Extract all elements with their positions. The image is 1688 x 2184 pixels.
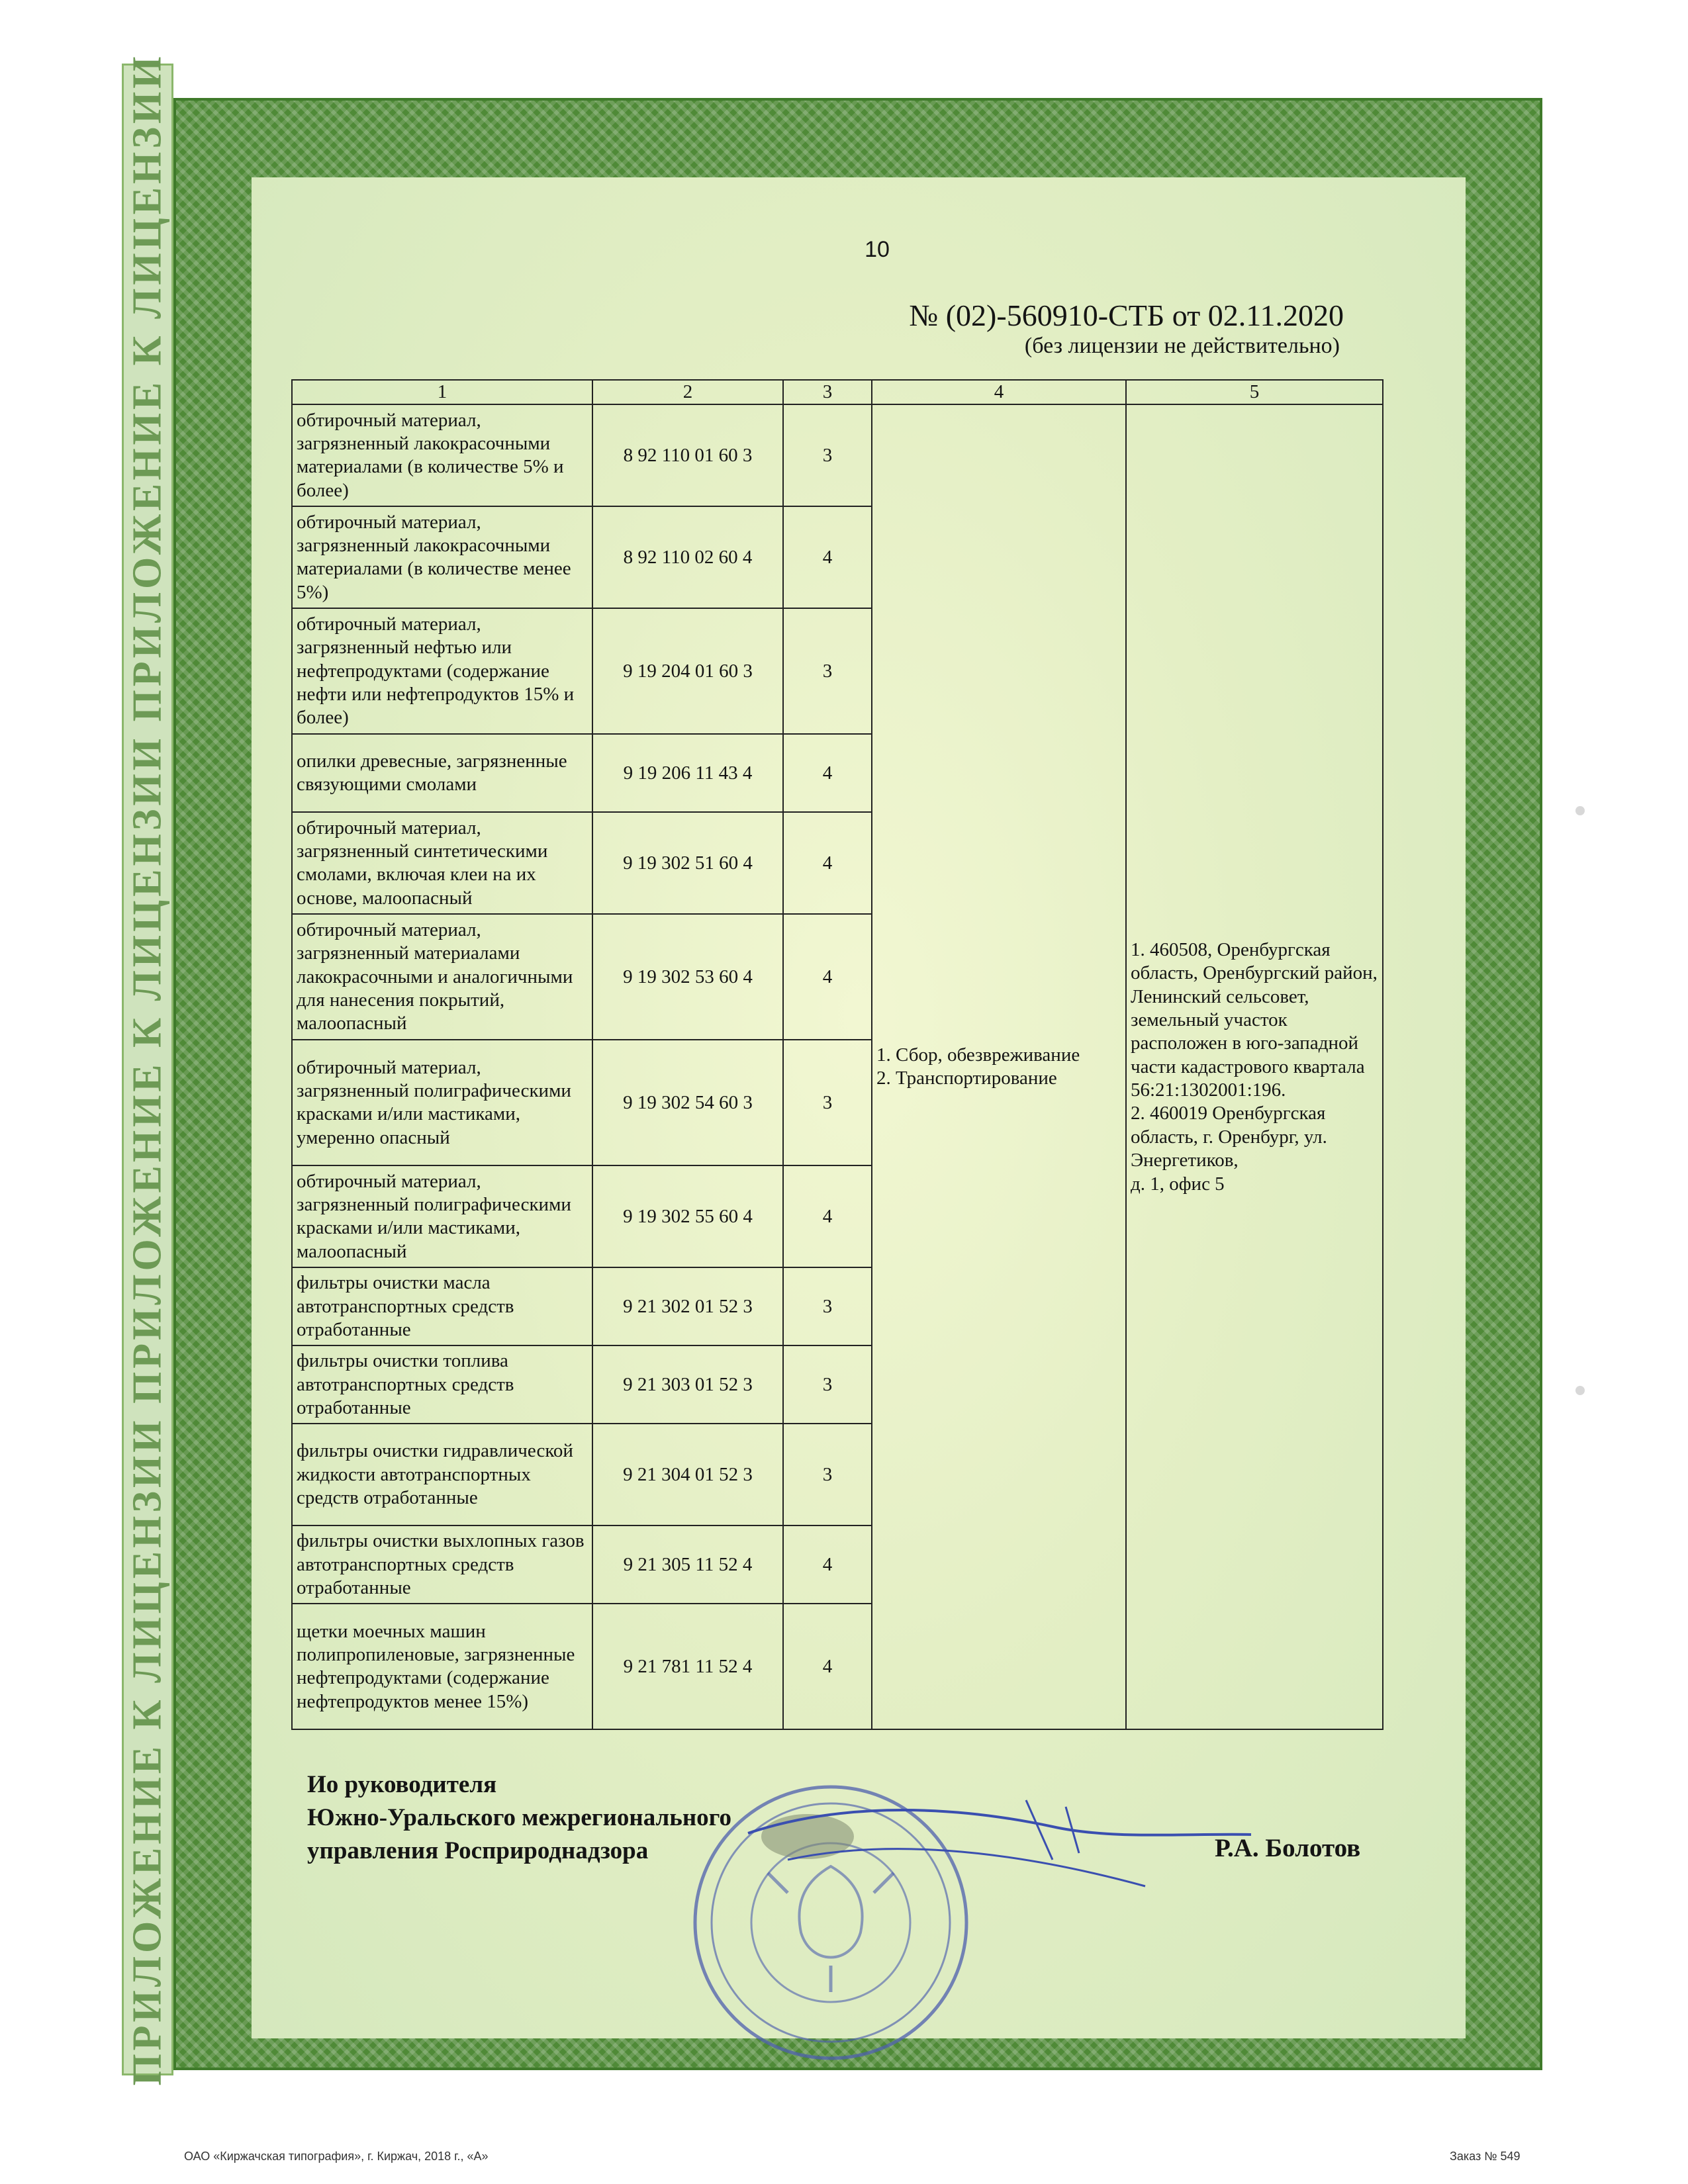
waste-code: 9 19 302 51 60 4 [592, 812, 783, 914]
waste-name: обтирочный материал, загрязненный нефтью или нефтепродуктами (содержание нефти или нефтепродуктов 15% и более) [292, 608, 592, 734]
waste-code: 9 19 206 11 43 4 [592, 734, 783, 812]
license-note: (без лицензии не действительно) [1024, 334, 1340, 358]
table-row [292, 404, 1383, 506]
waste-name: обтирочный материал, загрязненный полиграфическими красками и/или мастиками, малоопасный [292, 1165, 592, 1267]
waste-name: обтирочный материал, загрязненный полиграфическими красками и/или мастиками, умеренно опасный [292, 1040, 592, 1165]
hazard-class: 3 [783, 608, 872, 734]
waste-name: щетки моечных машин полипропиленовые, загрязненные нефтепродуктами (содержание нефтепродуктов менее 15%) [292, 1604, 592, 1729]
hazard-class: 3 [783, 1040, 872, 1165]
signer-title-line-3: управления Росприроднадзора [307, 1837, 649, 1864]
waste-code: 9 19 302 53 60 4 [592, 914, 783, 1040]
hazard-class: 4 [783, 506, 872, 608]
header-col-5: 5 [1126, 380, 1383, 404]
waste-code: 9 19 204 01 60 3 [592, 608, 783, 734]
waste-table [291, 379, 1383, 1730]
waste-code: 8 92 110 02 60 4 [592, 506, 783, 608]
hazard-class: 3 [783, 1345, 872, 1424]
hazard-class: 3 [783, 404, 872, 506]
license-number: № (02)-560910-СТБ от 02.11.2020 [909, 298, 1344, 332]
header-col-1: 1 [292, 380, 592, 404]
signer-title-line-2: Южно-Уральского межрегионального [307, 1804, 732, 1831]
header-col-4: 4 [872, 380, 1126, 404]
hazard-class: 4 [783, 734, 872, 812]
punch-hole [1575, 806, 1585, 815]
signer-title-line-1: Ио руководителя [307, 1771, 497, 1798]
waste-name: обтирочный материал, загрязненный синтетическими смолами, включая клеи на их основе, малоопасный [292, 812, 592, 914]
signature-mark [682, 1760, 1278, 1913]
hazard-class: 4 [783, 1604, 872, 1729]
waste-code: 8 92 110 01 60 3 [592, 404, 783, 506]
waste-name: фильтры очистки топлива автотранспортных средств отработанные [292, 1345, 592, 1424]
hazard-class: 4 [783, 1165, 872, 1267]
waste-name: обтирочный материал, загрязненный лакокрасочными материалами (в количестве менее 5%) [292, 506, 592, 608]
header-col-3: 3 [783, 380, 872, 404]
side-label: ПРИЛОЖЕНИЕ К ЛИЦЕНЗИИ ПРИЛОЖЕНИЕ К ЛИЦЕНЗИИ ПРИЛОЖЕНИЕ К ЛИЦЕНЗИИ [124, 53, 170, 2086]
waste-name: опилки древесные, загрязненные связующими смолами [292, 734, 592, 812]
header-col-2: 2 [592, 380, 783, 404]
waste-code: 9 19 302 54 60 3 [592, 1040, 783, 1165]
waste-code: 9 21 305 11 52 4 [592, 1525, 783, 1604]
waste-code: 9 21 781 11 52 4 [592, 1604, 783, 1729]
waste-code: 9 21 304 01 52 3 [592, 1424, 783, 1525]
punch-hole [1575, 1386, 1585, 1395]
printer-info: ОАО «Киржачская типография», г. Киржач, 2018 г., «А» [184, 2150, 489, 2163]
page-number: 10 [865, 237, 890, 262]
table-header-row [292, 380, 1383, 404]
signer-name: Р.А. Болотов [1215, 1834, 1361, 1862]
waste-name: фильтры очистки масла автотранспортных средств отработанные [292, 1267, 592, 1345]
hazard-class: 3 [783, 1267, 872, 1345]
hazard-class: 4 [783, 914, 872, 1040]
waste-name: обтирочный материал, загрязненный материалами лакокрасочными и аналогичными для нанесения покрытий, малоопасный [292, 914, 592, 1040]
waste-code: 9 21 302 01 52 3 [592, 1267, 783, 1345]
signer-title [307, 1768, 731, 1868]
waste-name: фильтры очистки гидравлической жидкости автотранспортных средств отработанные [292, 1424, 592, 1525]
waste-code: 9 21 303 01 52 3 [592, 1345, 783, 1424]
waste-name: фильтры очистки выхлопных газов автотранспортных средств отработанные [292, 1525, 592, 1604]
hazard-class: 4 [783, 1525, 872, 1604]
order-number: Заказ № 549 [1450, 2150, 1521, 2163]
work-addresses: 1. 460508, Оренбургская область, Оренбургский район, Ленинский сельсовет, земельный участок расположен в юго-западной части кадастрового квартала 56:21:1302001:196. 2. 460019 Оренбургская область, г. Оренбург, ул. Энергетиков, д. 1, офис 5 [1126, 404, 1383, 1729]
hazard-class: 3 [783, 1424, 872, 1525]
work-types: 1. Сбор, обезвреживание 2. Транспортирование [872, 404, 1126, 1729]
waste-name: обтирочный материал, загрязненный лакокрасочными материалами (в количестве 5% и более) [292, 404, 592, 506]
hazard-class: 4 [783, 812, 872, 914]
waste-code: 9 19 302 55 60 4 [592, 1165, 783, 1267]
